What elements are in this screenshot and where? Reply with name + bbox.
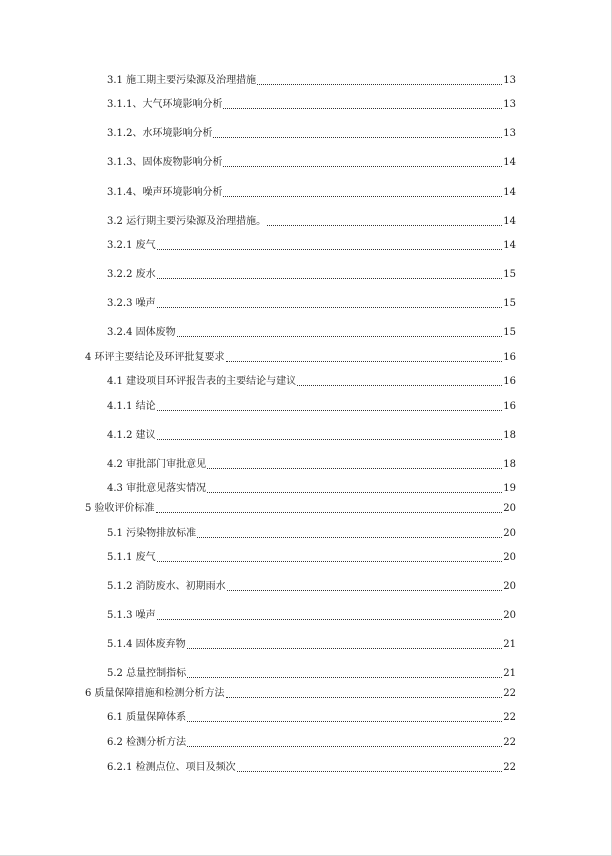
toc-entry-label: 5.2 总量控制指标	[107, 668, 187, 679]
toc-entry[interactable]	[107, 401, 516, 413]
toc-entry[interactable]	[107, 376, 516, 388]
toc-leader-dots	[257, 84, 502, 85]
toc-entry-label: 3.2.3 噪声	[107, 298, 156, 309]
toc-leader-dots	[207, 468, 502, 469]
toc-entry-label: 3.1.2、水环境影响分析	[107, 128, 213, 139]
toc-leader-dots	[157, 439, 503, 440]
toc-entry[interactable]	[85, 352, 516, 364]
toc-entry-page: 14	[503, 157, 516, 168]
toc-entry[interactable]	[107, 528, 516, 540]
toc-entry[interactable]	[107, 581, 516, 593]
toc-entry-page: 13	[503, 75, 516, 86]
toc-entry-label: 3.2.1 废气	[107, 240, 156, 251]
toc-leader-dots	[187, 648, 503, 649]
toc-entry-label: 4.1 建设项目环评报告表的主要结论与建议	[107, 376, 297, 387]
toc-entry[interactable]	[107, 157, 516, 169]
toc-entry-page: 21	[503, 639, 516, 650]
toc-leader-dots	[157, 307, 503, 308]
toc-entry-page: 16	[503, 401, 516, 412]
toc-entry-label: 5.1.3 噪声	[107, 610, 156, 621]
toc-entry-label: 4.2 审批部门审批意见	[107, 459, 207, 470]
toc-leader-dots	[187, 677, 502, 678]
toc-entry-page: 13	[503, 99, 516, 110]
toc-leader-dots	[157, 561, 503, 562]
toc-entry-page: 22	[503, 762, 516, 773]
toc-entry-page: 22	[503, 712, 516, 723]
toc-entry[interactable]	[107, 430, 516, 442]
toc-leader-dots	[227, 590, 503, 591]
toc-leader-dots	[213, 137, 502, 138]
toc-entry[interactable]	[107, 187, 516, 199]
toc-entry-label: 6.2 检测分析方法	[107, 737, 187, 748]
toc-leader-dots	[223, 196, 502, 197]
toc-leader-dots	[157, 410, 503, 411]
toc-entry[interactable]	[85, 688, 516, 700]
toc-entry-label: 5.1.4 固体废弃物	[107, 639, 186, 650]
toc-entry-label: 3.1.4、噪声环境影响分析	[107, 187, 223, 198]
toc-entry-page: 20	[503, 552, 516, 563]
toc-entry[interactable]	[107, 762, 516, 774]
toc-leader-dots	[223, 108, 502, 109]
toc-leader-dots	[177, 336, 503, 337]
toc-entry-label: 6.2.1 检测点位、项目及频次	[107, 762, 236, 773]
toc-entry-label: 5.1 污染物排放标准	[107, 528, 197, 539]
toc-entry-page: 22	[503, 737, 516, 748]
toc-entry[interactable]	[107, 327, 516, 339]
toc-entry[interactable]	[107, 298, 516, 310]
toc-entry-page: 15	[503, 298, 516, 309]
toc-leader-dots	[267, 225, 502, 226]
toc-entry-label: 4.3 审批意见落实情况	[107, 483, 207, 494]
toc-entry[interactable]	[107, 99, 516, 111]
toc-entry-page: 20	[503, 503, 516, 514]
toc-entry-page: 15	[503, 327, 516, 338]
toc-leader-dots	[156, 512, 503, 513]
toc-entry-label: 3.1.3、固体废物影响分析	[107, 157, 223, 168]
toc-entry[interactable]	[107, 668, 516, 680]
toc-entry-page: 15	[503, 269, 516, 280]
toc-entry[interactable]	[107, 552, 516, 564]
toc-entry[interactable]	[85, 503, 516, 515]
toc-leader-dots	[226, 697, 503, 698]
toc-entry-label: 5 验收评价标准	[85, 503, 155, 514]
toc-entry-page: 14	[503, 187, 516, 198]
toc-entry[interactable]	[107, 128, 516, 140]
toc-entry-page: 14	[503, 240, 516, 251]
toc-entry[interactable]	[107, 216, 516, 228]
toc-entry-page: 16	[503, 352, 516, 363]
toc-entry-page: 18	[503, 430, 516, 441]
toc-entry-label: 3.2.4 固体废物	[107, 327, 176, 338]
toc-entry-label: 4.1.1 结论	[107, 401, 156, 412]
toc-entry[interactable]	[107, 483, 516, 495]
toc-entry-page: 16	[503, 376, 516, 387]
toc-leader-dots	[157, 278, 503, 279]
toc-leader-dots	[237, 771, 503, 772]
toc-entry-page: 13	[503, 128, 516, 139]
toc-entry[interactable]	[107, 737, 516, 749]
toc-leader-dots	[157, 619, 503, 620]
toc-entry-label: 6.1 质量保障体系	[107, 712, 187, 723]
toc-entry-page: 20	[503, 610, 516, 621]
toc-entry-label: 3.2 运行期主要污染源及治理措施。	[107, 216, 267, 227]
toc-entry[interactable]	[107, 240, 516, 252]
toc-entry-label: 3.1.1、大气环境影响分析	[107, 99, 223, 110]
toc-entry-label: 3.2.2 废水	[107, 269, 156, 280]
toc-entry-label: 4 环评主要结论及环评批复要求	[85, 352, 225, 363]
toc-entry-page: 14	[503, 216, 516, 227]
toc-leader-dots	[157, 249, 503, 250]
toc-entry-page: 20	[503, 528, 516, 539]
toc-leader-dots	[207, 492, 502, 493]
toc-entry-label: 5.1.2 消防废水、初期雨水	[107, 581, 226, 592]
toc-entry-page: 19	[503, 483, 516, 494]
toc-entry-page: 18	[503, 459, 516, 470]
toc-entry-page: 21	[503, 668, 516, 679]
toc-entry-label: 4.1.2 建议	[107, 430, 156, 441]
toc-leader-dots	[226, 361, 503, 362]
toc-entry-page: 20	[503, 581, 516, 592]
toc-entry-page: 22	[503, 688, 516, 699]
toc-leader-dots	[187, 721, 502, 722]
toc-entry[interactable]	[107, 712, 516, 724]
toc-entry[interactable]	[107, 269, 516, 281]
toc-entry-label: 3.1 施工期主要污染源及治理措施	[107, 75, 257, 86]
toc-entry[interactable]	[107, 639, 516, 651]
toc-entry-label: 6 质量保障措施和检测分析方法	[85, 688, 225, 699]
toc-entry[interactable]	[107, 459, 516, 471]
toc-leader-dots	[297, 385, 502, 386]
toc-leader-dots	[223, 166, 502, 167]
toc-entry-label: 5.1.1 废气	[107, 552, 156, 563]
toc-leader-dots	[187, 746, 502, 747]
toc-leader-dots	[197, 537, 502, 538]
toc-entry[interactable]	[107, 610, 516, 622]
toc-entry[interactable]	[107, 75, 516, 87]
